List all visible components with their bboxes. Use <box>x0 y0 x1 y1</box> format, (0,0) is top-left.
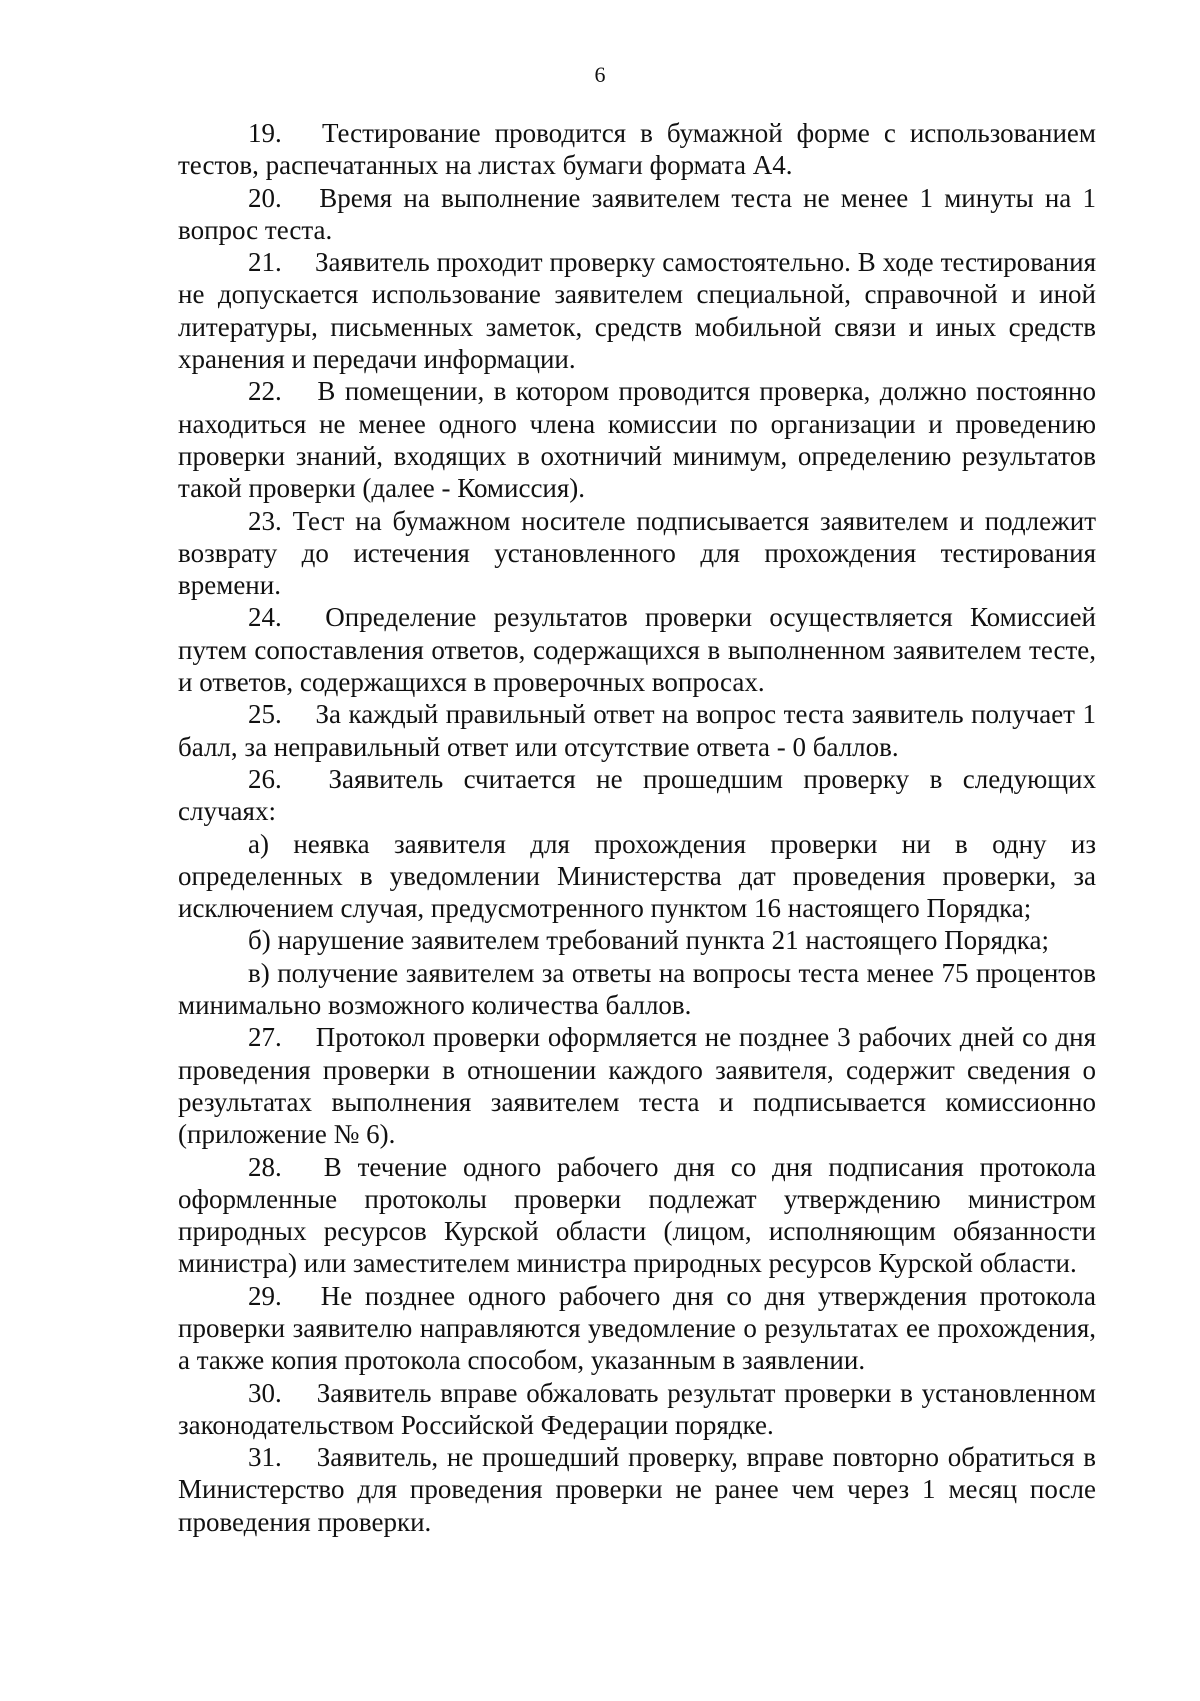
paragraph-text: Протокол проверки оформляется не позднее 3 рабочих дней со дня проведения проверки в отношении каждого заявителя, содержит сведения о результатах выполнения заявителем теста и подписывается комиссионно (приложение № 6). <box>178 1022 1096 1150</box>
paragraph-text: Заявитель, не прошедший проверку, вправе повторно обратиться в Министерство для проведения проверки не ранее чем через 1 месяц после проведения проверки. <box>178 1442 1096 1537</box>
paragraph-31 <box>178 1441 1096 1538</box>
paragraph-number: 19. <box>248 118 282 148</box>
subitem-text: а) неявка заявителя для прохождения проверки ни в одну из определенных в уведомлении Министерства дат проведения проверки, за исключением случая, предусмотренного пунктом 16 настоящего Порядка; <box>178 828 1096 924</box>
paragraph-text: Время на выполнение заявителем теста не менее 1 минуты на 1 вопрос теста. <box>178 182 1097 245</box>
paragraph-21 <box>178 246 1096 375</box>
paragraph-25 <box>178 698 1096 763</box>
paragraph-text: Определение результатов проверки осуществляется Комиссией путем сопоставления ответов, содержащихся в выполненном заявителем тесте, и ответов, содержащихся в проверочных вопросах. <box>178 602 1096 698</box>
paragraph-number: 20. <box>248 182 282 213</box>
paragraph-text: Заявитель считается не прошедшим проверку в следующих случаях: <box>178 763 1097 827</box>
paragraph-number: 25. <box>248 699 282 730</box>
paragraph-number: 28. <box>248 1151 282 1182</box>
paragraph-number: 24. <box>248 602 282 633</box>
paragraph-number: 22. <box>248 376 282 407</box>
paragraph-number: 31. <box>248 1442 282 1473</box>
paragraph-27 <box>178 1021 1096 1150</box>
paragraph-text: Не позднее одного рабочего дня со дня утверждения протокола проверки заявителю направляются уведомление о результатах ее прохождения, а также копия протокола способом, указанным в заявлении. <box>178 1280 1096 1376</box>
paragraph-30 <box>178 1377 1096 1442</box>
subitem-v <box>178 957 1096 1022</box>
paragraph-23 <box>178 505 1096 602</box>
paragraph-text: Заявитель проходит проверку самостоятельно. В ходе тестирования не допускается использование заявителем специальной, справочной и иной литературы, письменных заметок, средств мобильной связи и иных средств хранения и передачи информации. <box>178 247 1096 375</box>
subitem-text: б) нарушение заявителем требований пункта 21 настоящего Порядка; <box>248 925 1049 956</box>
subitem-text: в) получение заявителем за ответы на вопросы теста менее 75 процентов минимально возможного количества баллов. <box>178 957 1096 1021</box>
paragraph-text: Заявитель вправе обжаловать результат проверки в установленном законодательством Российской Федерации порядке. <box>178 1377 1097 1440</box>
paragraph-text: За каждый правильный ответ на вопрос теста заявитель получает 1 балл, за неправильный ответ или отсутствие ответа - 0 баллов. <box>178 699 1096 762</box>
paragraph-text: Тестирование проводится в бумажной форме с использованием тестов, распечатанных на листах бумаги формата А4. <box>178 118 1096 181</box>
page-number: 6 <box>594 62 606 87</box>
paragraph-29 <box>178 1280 1096 1377</box>
paragraph-22 <box>178 375 1096 504</box>
paragraph-24 <box>178 601 1096 698</box>
paragraph-number: 23. <box>248 505 282 536</box>
paragraph-number: 26. <box>248 763 282 794</box>
paragraph-text: В помещении, в котором проводится проверка, должно постоянно находиться не менее одного члена комиссии по организации и проведению проверки знаний, входящих в охотничий минимум, определению результатов такой проверки (далее - Комиссия). <box>178 376 1096 504</box>
paragraph-26 <box>178 763 1096 828</box>
paragraph-28 <box>178 1151 1096 1280</box>
subitem-b <box>178 924 1096 956</box>
paragraph-number: 30. <box>248 1377 282 1408</box>
paragraph-text: Тест на бумажном носителе подписывается заявителем и подлежит возврату до истечения установленного для прохождения тестирования времени. <box>178 505 1097 601</box>
paragraph-text: В течение одного рабочего дня со дня подписания протокола оформленные протоколы проверки подлежат утверждению министром природных ресурсов Курской области (лицом, исполняющим обязанности министра) или заместителем министра природных ресурсов Курской области. <box>178 1151 1096 1279</box>
paragraph-20 <box>178 182 1096 247</box>
paragraph-19 <box>178 117 1096 182</box>
paragraph-number: 29. <box>248 1280 282 1311</box>
paragraph-number: 21. <box>248 247 282 278</box>
paragraph-number: 27. <box>248 1022 282 1053</box>
document-body <box>178 117 1096 1538</box>
subitem-a <box>178 828 1096 925</box>
